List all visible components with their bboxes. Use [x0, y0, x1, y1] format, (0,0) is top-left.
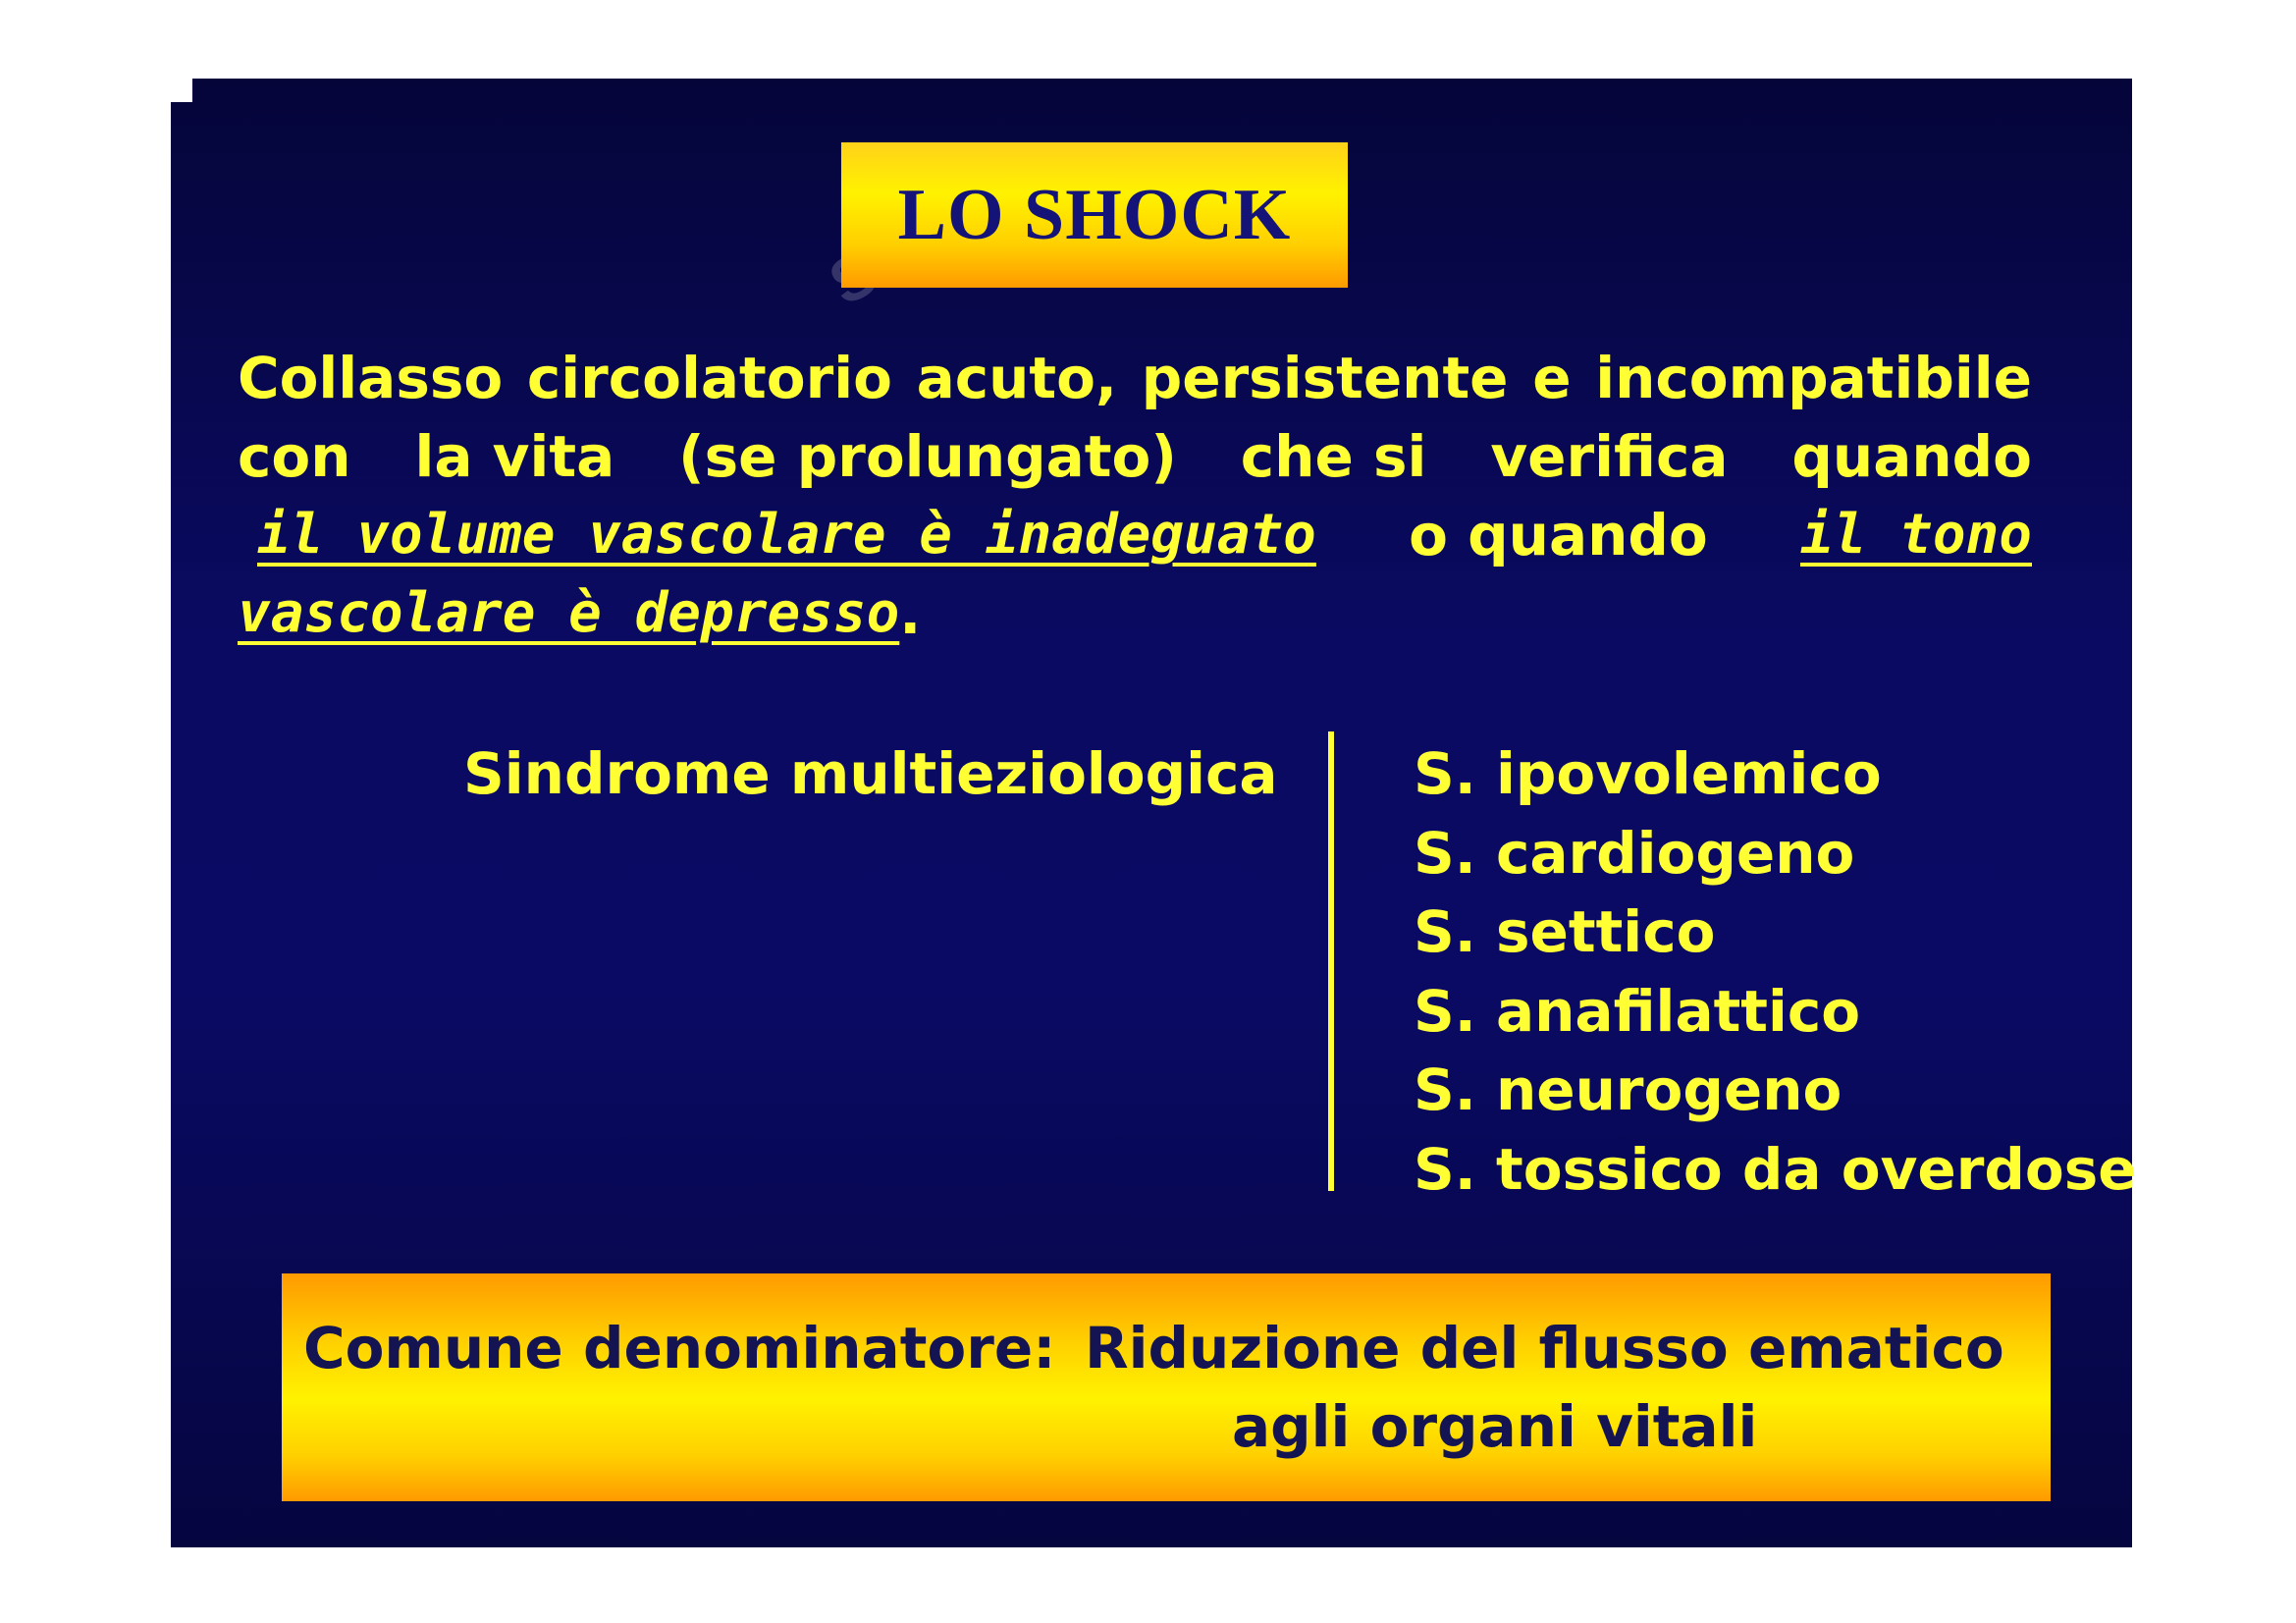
list-item: S. cardiogeno [1414, 819, 1855, 887]
definition-line-2 [238, 417, 2032, 496]
definition-word: che si [1240, 423, 1427, 490]
definition-word: acuto, [916, 345, 1118, 411]
definition-word: la vita [414, 423, 615, 490]
slide-title: LO SHOCK [897, 174, 1292, 255]
common-denominator-value-line-1: Riduzione del flusso ematico [1085, 1315, 2004, 1381]
list-item: S. ipovolemico [1414, 740, 1882, 807]
common-denominator-value [1085, 1309, 2004, 1466]
definition-word: persistente [1141, 345, 1509, 411]
list-item: S. neurogeno [1414, 1056, 1842, 1123]
common-denominator-box [282, 1273, 2051, 1501]
title-box [841, 142, 1348, 288]
definition-word: quando [1791, 423, 2032, 490]
definition-line-1 [238, 339, 2032, 417]
definition-line-3 [238, 496, 2032, 574]
syndrome-label: Sindrome multieziologica [463, 740, 1278, 807]
definition-word: e [1532, 345, 1572, 411]
definition-connector: o quando [1409, 502, 1708, 568]
vertical-divider [1328, 731, 1334, 1191]
emphasis-tone-start: il tono [1799, 503, 2032, 567]
definition-word: circolatorio [526, 345, 892, 411]
definition-word: con [238, 423, 351, 490]
shock-types-list [1414, 734, 2137, 1209]
emphasis-tone-depressed: vascolare è depresso [238, 581, 900, 645]
definition-paragraph [238, 339, 2032, 653]
list-item: S. tossico da overdose [1414, 1135, 2137, 1203]
definition-word: (se prolungato) [678, 423, 1177, 490]
list-item: S. settico [1414, 898, 1716, 965]
definition-word: incompatibile [1595, 345, 2032, 411]
common-denominator-value-line-2: agli organi vitali [1232, 1393, 1758, 1460]
slide-corner-notch [171, 79, 192, 102]
definition-line-4 [238, 574, 2032, 653]
definition-word: verifica [1490, 423, 1729, 490]
definition-period: . [899, 580, 922, 647]
common-denominator-label: Comune denominatore: [303, 1315, 1056, 1381]
list-item: S. anafilattico [1414, 977, 1861, 1045]
emphasis-volume-inadequate: il volume vascolare è inadeguato [257, 503, 1316, 567]
definition-word: Collasso [238, 345, 504, 411]
